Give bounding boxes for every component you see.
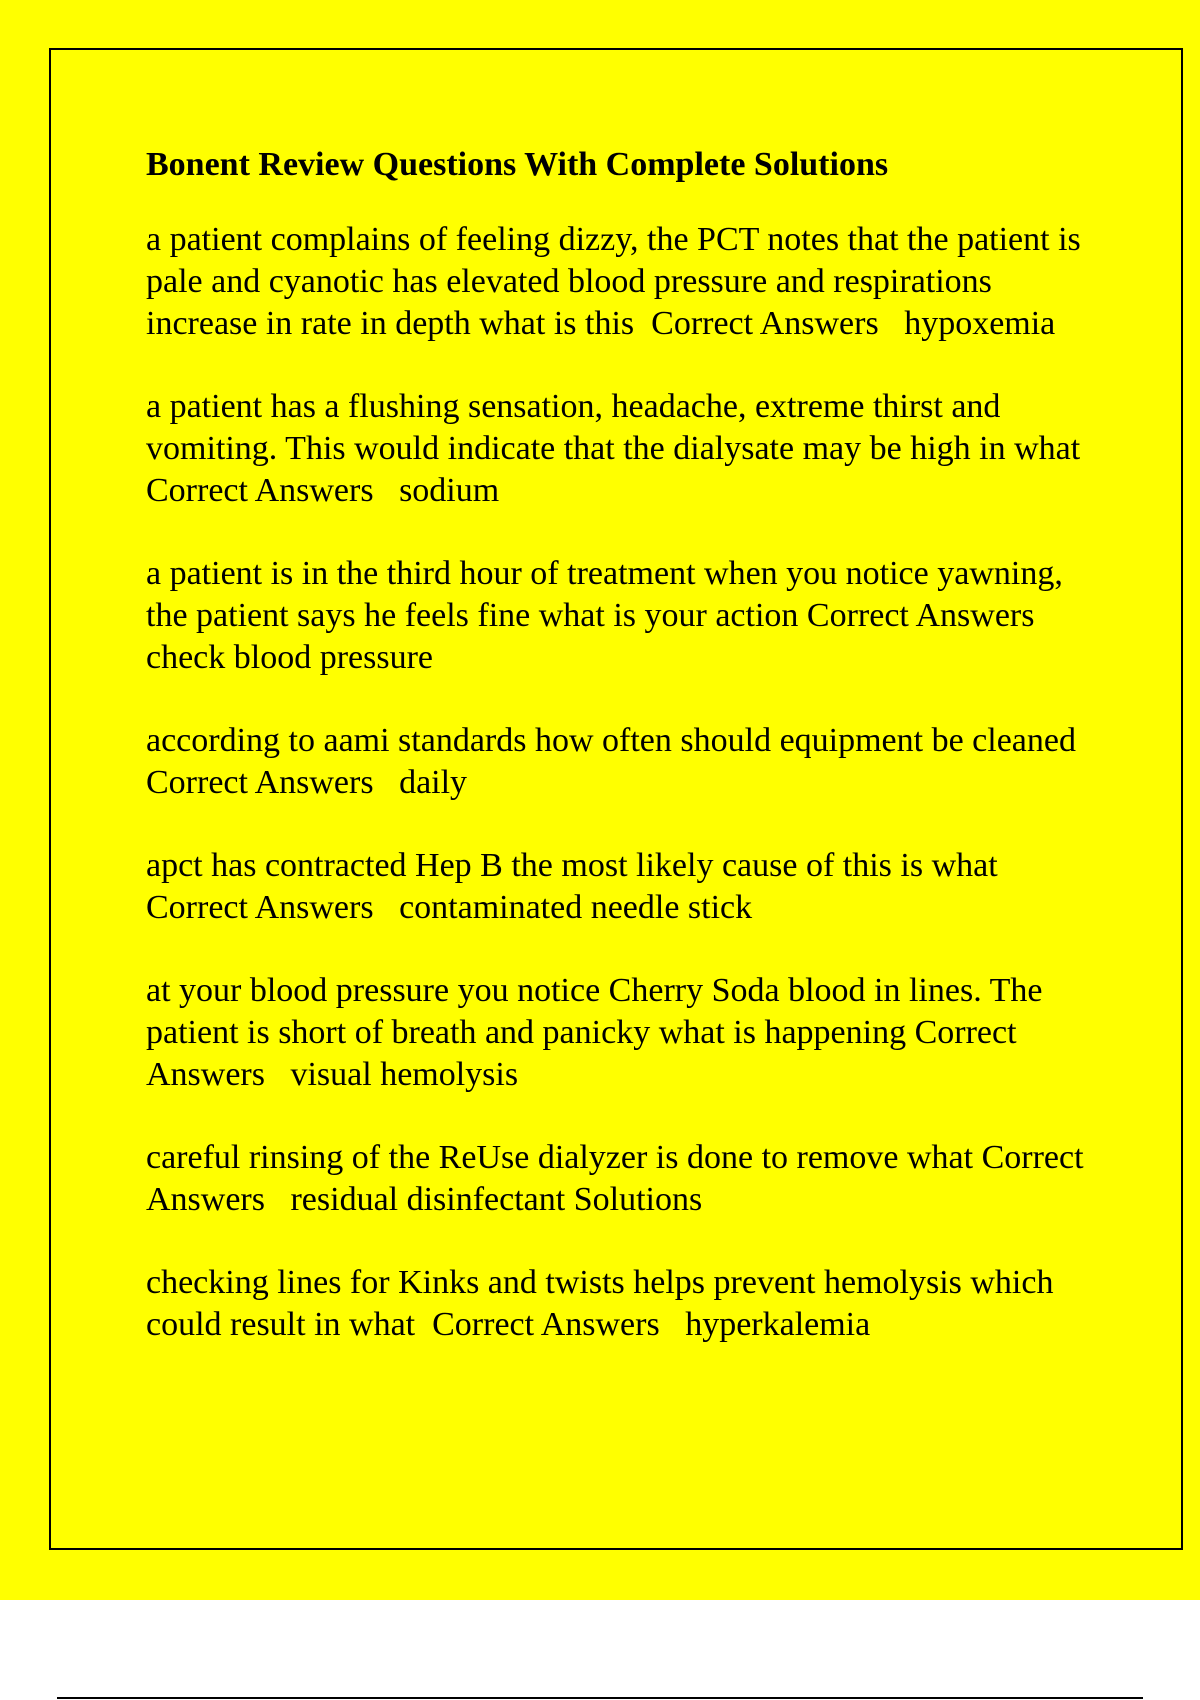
- answer-text: check blood pressure: [146, 639, 434, 676]
- document-content: [146, 143, 1091, 1387]
- question-text: according to aami standards how often should equipment be cleaned: [146, 722, 1076, 759]
- qa-item: [146, 1137, 1091, 1221]
- answer-label: Correct Answers: [651, 305, 879, 342]
- answer-label: Correct Answers: [146, 472, 374, 509]
- question-text: at your blood pressure you notice Cherry Soda blood in lines. The patient is short of breath and panicky what is happening: [146, 972, 1051, 1051]
- answer-label: Correct Answers: [146, 1139, 1091, 1218]
- answer-text: contaminated needle stick: [399, 889, 753, 926]
- document-title: Bonent Review Questions With Complete Solutions: [146, 146, 889, 183]
- answer-text: daily: [399, 764, 468, 801]
- qa-item: [146, 386, 1086, 512]
- qa-item: [146, 1262, 1086, 1346]
- answer-label: Correct Answers: [146, 889, 374, 926]
- answer-label: Correct Answers: [806, 597, 1035, 634]
- answer-label: Correct Answers: [146, 764, 374, 801]
- qa-item: [146, 219, 1090, 345]
- answer-text: visual hemolysis: [290, 1056, 519, 1093]
- question-text: a patient is in the third hour of treatment when you notice yawning, the patient says he feels fine what is your action: [146, 555, 1072, 634]
- answer-text: residual disinfectant Solutions: [290, 1181, 703, 1218]
- qa-item: [146, 720, 1086, 804]
- question-text: checking lines for Kinks and twists helps prevent hemolysis which could result in what: [146, 1264, 1062, 1343]
- answer-label: Correct Answers: [432, 1306, 660, 1343]
- answer-label: Correct Answers: [146, 1014, 1024, 1093]
- question-text: a patient complains of feeling dizzy, the PCT notes that the patient is pale and cyanotic has elevated blood pressure and respirations increase in rate in depth what is this: [146, 221, 1090, 342]
- qa-item: [146, 845, 1086, 929]
- question-text: apct has contracted Hep B the most likely cause of this is what: [146, 847, 998, 884]
- qa-item: [146, 553, 1086, 679]
- answer-text: hypoxemia: [904, 305, 1056, 342]
- question-text: a patient has a flushing sensation, headache, extreme thirst and vomiting. This would indicate that the dialysate may be high in what: [146, 388, 1081, 467]
- question-text: careful rinsing of the ReUse dialyzer is done to remove what: [146, 1139, 974, 1176]
- footer-divider: [57, 1697, 1143, 1699]
- answer-text: hyperkalemia: [685, 1306, 871, 1343]
- qa-item: [146, 970, 1086, 1096]
- answer-text: sodium: [399, 472, 500, 509]
